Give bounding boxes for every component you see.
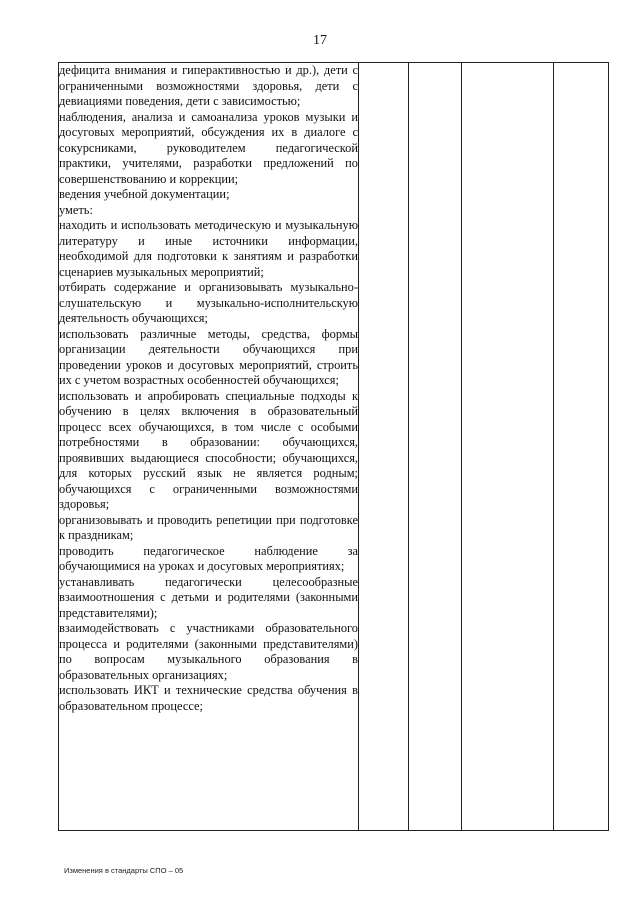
footer-note: Изменения в стандарты СПО – 05 bbox=[64, 866, 184, 875]
text-line-8: использовать и апробировать специальные подходы к обучению в целях включения в образовательный процесс всех обучающихся, в том числе с особыми потребностями в образовании: обучающихся, проявивших выдающиеся способности; обучающихся, для которых русский язык не является родным; обучающихся с ограниченными возможностями здоровья; bbox=[59, 388, 358, 511]
text-line-10: проводить педагогическое наблюдение за обучающимися на уроках и досуговых мероприятиях; bbox=[59, 543, 358, 573]
empty-cell-3 bbox=[462, 63, 554, 831]
text-line-2: наблюдения, анализа и самоанализа уроков музыки и досуговых мероприятий, обсуждения их в диалоге с сокурсниками, руководителем педагогической практики, учителями, разработки предложений по совершенствованию и коррекции; bbox=[59, 109, 358, 186]
text-line-7: использовать различные методы, средства, формы организации деятельности обучающихся при проведении уроков и досуговых мероприятий, строить их с учетом возрастных особенностей обучающихся; bbox=[59, 326, 358, 387]
text-line-11: устанавливать педагогически целесообразные взаимоотношения с детьми и родителями (законными представителями); bbox=[59, 574, 358, 620]
empty-cell-4 bbox=[554, 63, 609, 831]
empty-cell-2 bbox=[409, 63, 462, 831]
text-line-12: взаимодействовать с участниками образовательного процесса и родителями (законными представителями) по вопросам музыкального образования в образовательных организациях; bbox=[59, 621, 358, 682]
table-row bbox=[59, 63, 609, 831]
text-line-1: дефицита внимания и гиперактивностью и др.), дети с ограниченными возможностями здоровья, дети с девиациями поведения, дети с зависимостью; bbox=[59, 63, 358, 108]
text-line-3: ведения учебной документации; bbox=[59, 187, 230, 201]
text-line-4: уметь: bbox=[59, 202, 93, 217]
page-number: 17 bbox=[313, 33, 327, 48]
empty-cell-1 bbox=[359, 63, 409, 831]
text-line-9: организовывать и проводить репетиции при подготовке к праздникам; bbox=[59, 512, 358, 542]
text-line-6: отбирать содержание и организовывать музыкально-слушательскую и музыкально-исполнительскую деятельность обучающихся; bbox=[59, 280, 358, 325]
description-cell bbox=[59, 63, 359, 831]
text-line-13: использовать ИКТ и технические средства обучения в образовательном процессе; bbox=[59, 683, 358, 713]
competency-table bbox=[58, 62, 609, 831]
text-line-5: находить и использовать методическую и музыкальную литературу и иные источники информации, необходимой для подготовки к занятиям и разработки сценариев музыкальных мероприятий; bbox=[59, 218, 358, 279]
